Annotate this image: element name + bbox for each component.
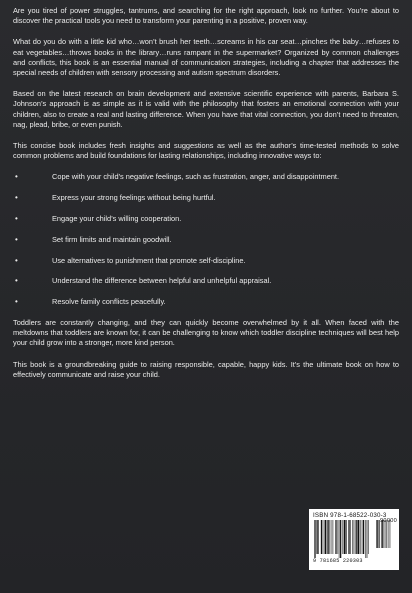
barcode-bar xyxy=(336,520,337,554)
barcode-bar xyxy=(388,520,389,548)
barcode-bar xyxy=(339,520,340,558)
list-item xyxy=(13,297,399,307)
barcode-bar xyxy=(382,520,383,548)
barcode-bar xyxy=(367,520,368,558)
barcode-bar xyxy=(348,520,349,554)
isbn-label: ISBN 978-1-68522-030-3 xyxy=(313,512,387,519)
barcode-bar xyxy=(314,520,315,558)
barcode-bar xyxy=(385,520,386,548)
bullet-icon: • xyxy=(15,276,18,286)
barcode-bar xyxy=(333,520,334,554)
barcode-bar xyxy=(368,520,369,554)
list-item xyxy=(13,235,399,245)
barcode-bar xyxy=(321,520,322,554)
list-item xyxy=(13,193,399,203)
barcode-bar xyxy=(356,520,357,554)
barcode-bar xyxy=(344,520,346,554)
list-item-text: Understand the difference between helpful and unhelpful appraisal. xyxy=(52,276,272,286)
list-item-text: Express your strong feelings without being hurtful. xyxy=(52,193,216,203)
barcode-bar xyxy=(316,520,317,554)
problem-paragraph: What do you do with a little kid who…won’t brush her teeth…screams in his car seat…pinches the baby…refuses to eat vegetables…throws books in the library…runs rampant in the supermarket? Organized by common challenges and conflicts, this book is an essential manual of communication strategies, including a chapter that addresses the special needs of children with sensory processing and autism spectrum disorders. xyxy=(13,37,399,78)
bullet-icon: • xyxy=(15,214,18,224)
barcode-bar xyxy=(354,520,355,554)
barcode-bar xyxy=(360,520,361,554)
barcode-bar xyxy=(340,520,341,558)
list-item-text: Use alternatives to punishment that promote self-discipline. xyxy=(52,255,246,265)
barcode-bar xyxy=(352,520,353,554)
barcode-row xyxy=(313,518,398,558)
list-item xyxy=(13,214,399,224)
list-item xyxy=(13,256,399,266)
closing-paragraph: This book is a groundbreaking guide to raising responsible, capable, happy kids. It’s the ultimate book on how to effectively communicate and raise your child. xyxy=(13,359,399,379)
list-item-text: Engage your child’s willing cooperation. xyxy=(52,214,182,224)
bullet-icon: • xyxy=(15,172,18,182)
list-item-text: Resolve family conflicts peacefully. xyxy=(52,297,166,307)
bullet-icon: • xyxy=(15,234,18,244)
bullet-icon: • xyxy=(15,193,18,203)
barcode-bar xyxy=(331,520,332,554)
barcode-bar xyxy=(343,520,344,554)
barcode-bar xyxy=(323,520,324,554)
barcode-bar xyxy=(377,520,378,548)
barcode-bar xyxy=(328,520,329,554)
bullet-icon: • xyxy=(15,255,18,265)
approach-paragraph: Based on the latest research on brain development and extensive scientific experience with parents, Barbara S. Johnson’s approach is as simple as it is valid with the philosophy that fosters an emotional connection with your children, also to create a real and lasting difference. When you have that vital connection, you don’t need to threaten, nag, plead, bribe, or even punish. xyxy=(13,89,399,129)
list-item-text: Set firm limits and maintain goodwill. xyxy=(52,234,172,244)
price-code: 90000 xyxy=(380,518,398,524)
toddlers-paragraph: Toddlers are constantly changing, and they can quickly become overwhelmed by it all. When faced with the meltdowns that toddlers are known for, it can be challenging to know which toddler discipline techniques will best help your child grow into a stronger, more kind person. xyxy=(13,318,399,348)
barcode-bar xyxy=(327,520,328,554)
barcode-bar xyxy=(318,520,319,554)
ways-list xyxy=(13,172,399,307)
list-item xyxy=(13,172,399,182)
barcode-bar xyxy=(349,520,350,554)
ways-intro-paragraph: This concise book includes fresh insights and suggestions as well as the author’s time-tested methods to solve common problems and build foundations for lasting relationships, including innovative ways to: xyxy=(13,141,399,161)
list-item xyxy=(13,276,399,286)
barcode-bar xyxy=(346,520,347,554)
ean-digits: 9 781685 220303 xyxy=(313,558,363,564)
barcode-bar xyxy=(379,520,380,548)
barcode-bar xyxy=(390,520,391,548)
list-item-text: Cope with your child’s negative feelings, such as frustration, anger, and disappointment. xyxy=(52,172,340,182)
barcode-bar xyxy=(362,520,363,554)
ean-barcode-bars xyxy=(313,520,375,558)
barcode-bar xyxy=(357,520,359,554)
bullet-icon: • xyxy=(15,297,18,307)
price-barcode-bars xyxy=(375,520,391,552)
barcode-bar xyxy=(325,520,327,554)
barcode-bar xyxy=(381,520,382,548)
barcode-bar xyxy=(376,520,377,548)
barcode-bar xyxy=(386,520,387,548)
barcode-bar xyxy=(335,520,336,554)
barcode-bar xyxy=(363,520,364,554)
barcode-bar xyxy=(365,520,366,558)
intro-paragraph: Are you tired of power struggles, tantrums, and searching for the right approach, look no further. You’re about to discover the practical tools you need to transform your parenting in a positive, proven way. xyxy=(13,6,399,26)
barcode-bar xyxy=(338,520,339,554)
barcode-bar xyxy=(315,520,316,558)
